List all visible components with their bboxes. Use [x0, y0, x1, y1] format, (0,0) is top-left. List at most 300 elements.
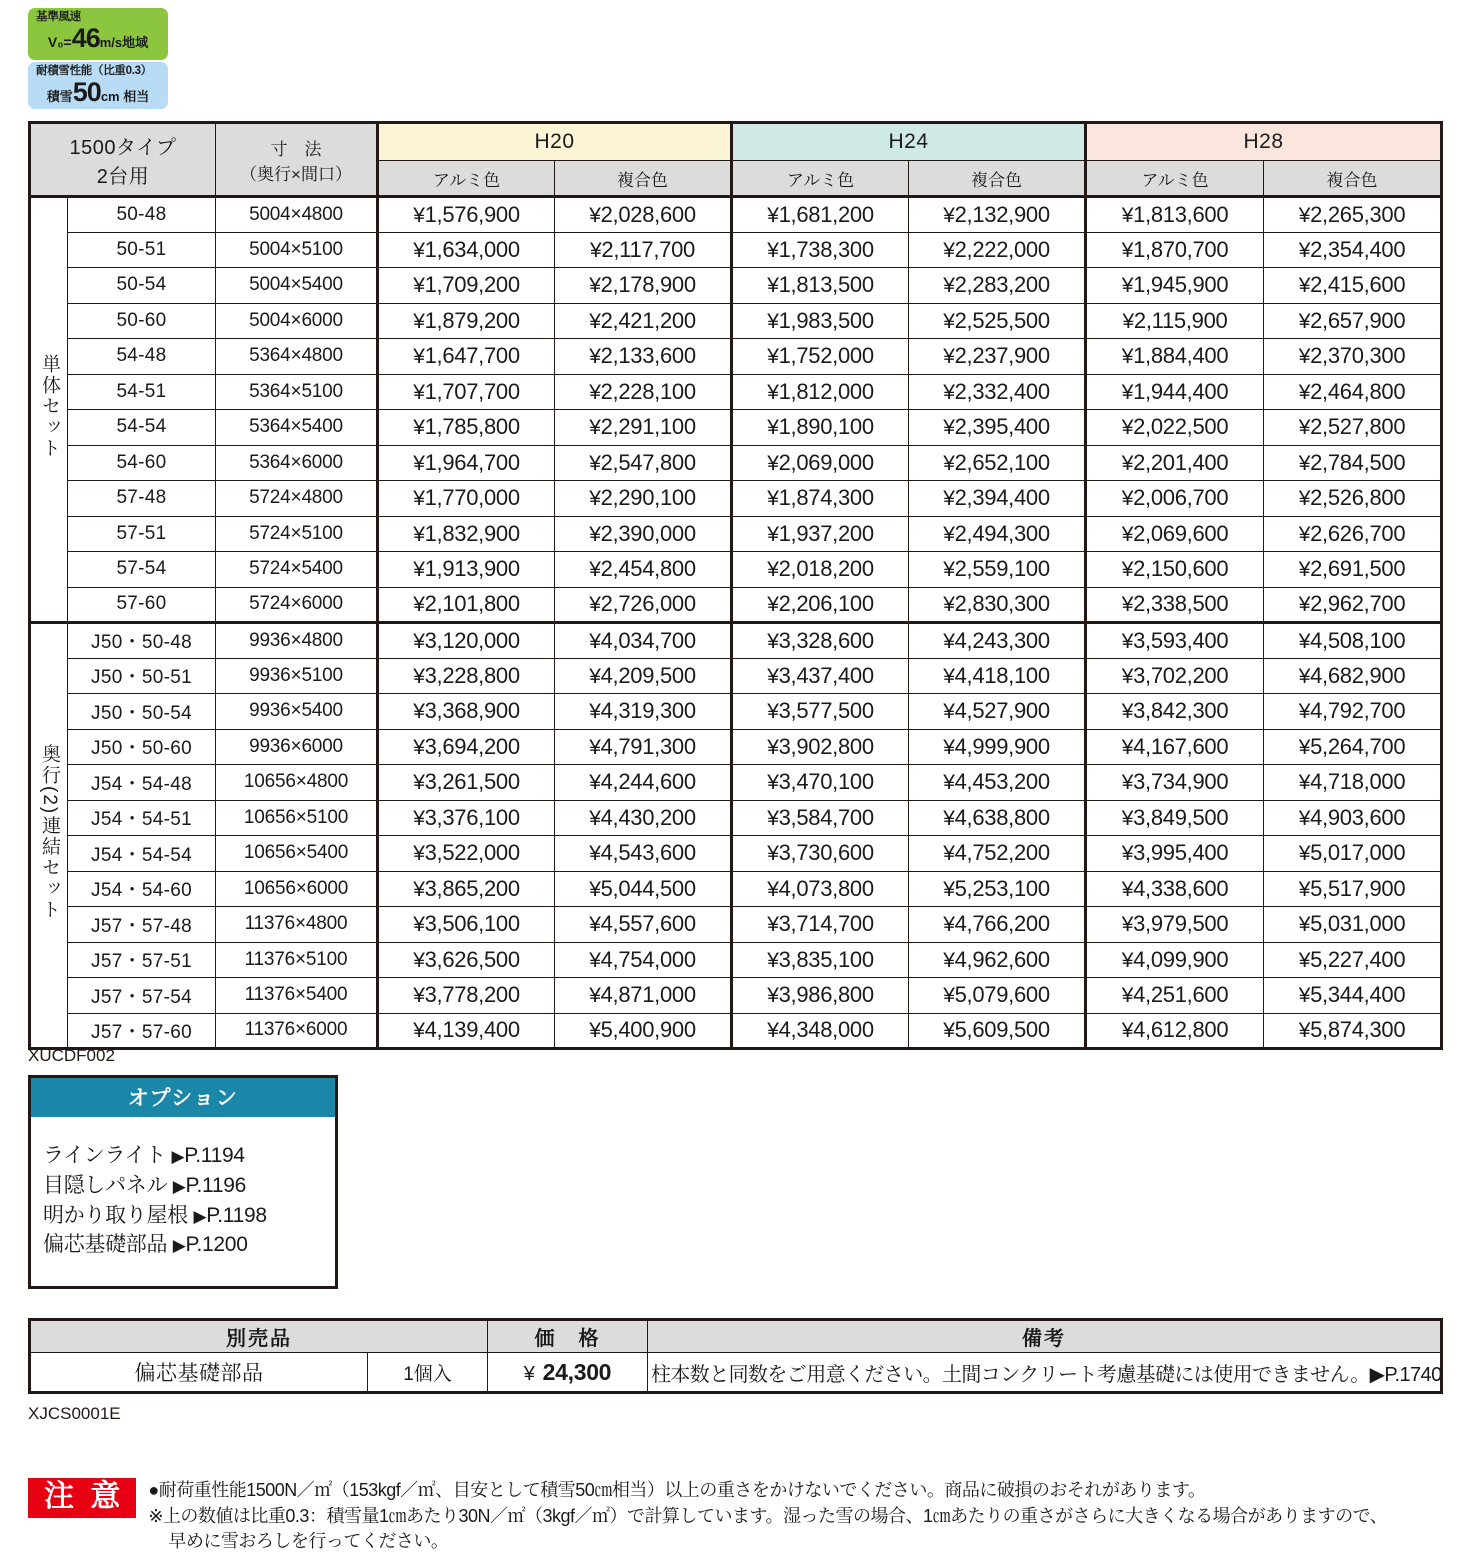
- price-value: 3,626,500: [424, 946, 520, 972]
- yen-symbol: ¥: [1121, 487, 1134, 511]
- price-value: 1,681,200: [778, 201, 874, 227]
- yen-symbol: ¥: [767, 203, 779, 227]
- caution-line-3: 早めに雪おろしを行ってください。: [168, 1531, 449, 1552]
- table-row: [30, 623, 1442, 659]
- yen-symbol: ¥: [767, 806, 779, 830]
- accessory-header-note: 備考: [648, 1320, 1442, 1353]
- yen-symbol: ¥: [767, 380, 779, 404]
- price-value: 4,099,900: [1133, 946, 1229, 972]
- price-cell: [909, 978, 1086, 1014]
- price-value: 2,222,000: [954, 236, 1050, 262]
- yen-symbol: ¥: [1121, 522, 1134, 546]
- price-value: 5,031,000: [1310, 911, 1406, 937]
- option-item-page: P.1200: [185, 1233, 248, 1257]
- yen-symbol: ¥: [589, 558, 601, 582]
- price-value: 2,395,400: [954, 414, 1050, 440]
- row-model-code: 54-51: [68, 374, 216, 410]
- price-value: 2,201,400: [1133, 449, 1229, 475]
- options-box: [28, 1075, 338, 1289]
- row-model-code: J57・57-54: [68, 978, 216, 1014]
- yen-symbol: ¥: [1121, 380, 1134, 404]
- price-cell: [909, 339, 1086, 375]
- price-cell: [1086, 445, 1264, 481]
- yen-symbol: ¥: [589, 274, 601, 298]
- dimension-header-line1: 寸 法: [270, 139, 322, 159]
- yen-symbol: ¥: [590, 238, 602, 262]
- price-cell: [1264, 765, 1442, 801]
- price-value: 4,034,700: [600, 627, 696, 653]
- row-model-code: 57-48: [68, 481, 216, 517]
- yen-symbol: ¥: [767, 309, 779, 333]
- yen-symbol: ¥: [767, 274, 779, 298]
- price-value: 4,073,800: [778, 875, 874, 901]
- yen-symbol: ¥: [589, 948, 601, 972]
- price-cell: [732, 623, 909, 659]
- yen-symbol: ¥: [589, 309, 601, 333]
- table-row: [30, 445, 1442, 481]
- price-value: 1,738,300: [778, 236, 874, 262]
- price-value: 1,890,100: [778, 414, 874, 440]
- yen-symbol: ¥: [943, 771, 955, 795]
- yen-symbol: ¥: [1298, 842, 1311, 866]
- yen-symbol: ¥: [1298, 771, 1311, 795]
- price-cell: [1086, 374, 1264, 410]
- price-cell: [1264, 303, 1442, 339]
- option-item-2[interactable]: [43, 1171, 335, 1201]
- price-value: 2,626,700: [1310, 520, 1406, 546]
- price-cell: [732, 374, 909, 410]
- yen-symbol: ¥: [589, 771, 601, 795]
- accessory-table: [28, 1318, 1443, 1394]
- price-cell: [1086, 907, 1264, 943]
- price-cell: [1264, 516, 1442, 552]
- yen-symbol: ¥: [589, 664, 601, 688]
- price-cell: [378, 587, 555, 623]
- price-cell: [909, 232, 1086, 268]
- dimension-header-line2: （奥行×間口）: [240, 164, 352, 184]
- price-value: 2,028,600: [600, 201, 696, 227]
- yen-symbol: ¥: [413, 948, 425, 972]
- yen-symbol: ¥: [1122, 309, 1134, 333]
- price-value: 2,421,200: [600, 307, 696, 333]
- price-value: 4,167,600: [1133, 733, 1229, 759]
- price-cell: [378, 374, 555, 410]
- row-model-code: J54・54-60: [68, 871, 216, 907]
- price-cell: [909, 552, 1086, 588]
- price-value: 4,962,600: [954, 946, 1050, 972]
- price-value: 1,813,500: [778, 272, 874, 298]
- table-row: [30, 232, 1442, 268]
- yen-symbol: ¥: [589, 203, 601, 227]
- price-value: 2,018,200: [778, 556, 874, 582]
- caution-line-1: ●耐荷重性能1500N／㎡（153kgf／㎡、目安として積雪50㎝相当）以上の重さをかけないでください。商品に破損のおそれがあります。: [148, 1480, 1206, 1500]
- price-value: 1,812,000: [778, 378, 874, 404]
- price-cell: [732, 410, 909, 446]
- price-value: 1,770,000: [424, 485, 520, 511]
- yen-symbol: ¥: [767, 522, 779, 546]
- price-cell: [378, 339, 555, 375]
- price-cell: [909, 623, 1086, 659]
- price-cell: [1086, 232, 1264, 268]
- price-value: 2,237,900: [954, 343, 1050, 369]
- accessory-header-name: 別売品: [30, 1320, 488, 1353]
- price-cell: [555, 942, 732, 978]
- price-cell: [909, 516, 1086, 552]
- price-cell: [1086, 587, 1264, 623]
- yen-symbol: ¥: [413, 735, 425, 759]
- price-cell: [555, 303, 732, 339]
- price-value: 3,842,300: [1133, 698, 1229, 724]
- yen-symbol: ¥: [943, 877, 955, 901]
- price-cell: [732, 197, 909, 233]
- table-row: [30, 339, 1442, 375]
- option-item-label: 偏芯基礎部品: [43, 1233, 173, 1257]
- yen-symbol: ¥: [1298, 664, 1311, 688]
- price-value: 5,344,400: [1310, 982, 1406, 1008]
- price-value: 3,734,900: [1133, 769, 1229, 795]
- table-row: [30, 374, 1442, 410]
- price-cell: [555, 871, 732, 907]
- spec-badges: [28, 8, 168, 109]
- yen-symbol: ¥: [589, 700, 601, 724]
- price-cell: [1086, 623, 1264, 659]
- price-value: 4,903,600: [1310, 804, 1406, 830]
- price-cell: [1264, 445, 1442, 481]
- option-item-4[interactable]: [43, 1230, 335, 1260]
- group-header-h28: H28: [1086, 123, 1442, 161]
- price-cell: [1264, 481, 1442, 517]
- subheader-h20-fukugo: 複合色: [555, 161, 732, 197]
- price-value: 5,874,300: [1310, 1017, 1406, 1043]
- price-cell: [732, 481, 909, 517]
- price-cell: [1264, 374, 1442, 410]
- price-value: 5,017,000: [1310, 840, 1406, 866]
- table-row: [30, 978, 1442, 1014]
- yen-symbol: ¥: [943, 416, 955, 440]
- wind-speed-number: 46: [71, 22, 100, 53]
- price-value: 2,069,600: [1133, 520, 1229, 546]
- yen-symbol: ¥: [413, 806, 425, 830]
- price-value: 1,785,800: [424, 414, 520, 440]
- yen-symbol: ¥: [413, 522, 425, 546]
- arrow-icon: ▶: [193, 1206, 207, 1226]
- yen-symbol: ¥: [943, 380, 955, 404]
- price-cell: [909, 907, 1086, 943]
- yen-symbol: ¥: [413, 274, 425, 298]
- price-cell: [555, 765, 732, 801]
- price-value: 4,792,700: [1310, 698, 1406, 724]
- table-row: [30, 587, 1442, 623]
- yen-symbol: ¥: [1121, 664, 1134, 688]
- accessory-yen-symbol: ¥: [523, 1362, 535, 1385]
- price-value: 2,394,400: [954, 485, 1050, 511]
- price-cell: [1264, 587, 1442, 623]
- yen-symbol: ¥: [413, 238, 425, 262]
- row-model-code: J50・50-48: [68, 623, 216, 659]
- arrow-icon: ▶: [172, 1176, 186, 1196]
- price-cell: [1264, 658, 1442, 694]
- price-cell: [1264, 410, 1442, 446]
- price-cell: [1086, 978, 1264, 1014]
- price-value: 3,437,400: [778, 662, 874, 688]
- yen-symbol: ¥: [1121, 238, 1134, 262]
- price-value: 1,937,200: [778, 520, 874, 546]
- price-value: 4,209,500: [600, 662, 696, 688]
- yen-symbol: ¥: [1298, 487, 1311, 511]
- price-cell: [909, 374, 1086, 410]
- price-value: 2,415,600: [1310, 272, 1406, 298]
- price-cell: [555, 481, 732, 517]
- price-cell: [732, 268, 909, 304]
- section-label-text: 単体セット: [38, 354, 60, 459]
- price-cell: [732, 978, 909, 1014]
- yen-symbol: ¥: [1298, 522, 1311, 546]
- yen-symbol: ¥: [413, 345, 425, 369]
- price-cell: [1086, 268, 1264, 304]
- yen-symbol: ¥: [1121, 416, 1134, 440]
- yen-symbol: ¥: [1298, 558, 1311, 582]
- price-cell: [1264, 268, 1442, 304]
- yen-symbol: ¥: [413, 487, 425, 511]
- price-cell: [378, 232, 555, 268]
- row-dimensions: 10656×6000: [216, 871, 378, 907]
- price-cell: [378, 836, 555, 872]
- yen-symbol: ¥: [413, 593, 425, 617]
- price-value: 1,879,200: [424, 307, 520, 333]
- price-cell: [732, 552, 909, 588]
- price-cell: [732, 445, 909, 481]
- price-cell: [1086, 516, 1264, 552]
- price-value: 1,647,700: [424, 343, 520, 369]
- group-header-h24: H24: [732, 123, 1086, 161]
- price-value: 3,694,200: [424, 733, 520, 759]
- yen-symbol: ¥: [1298, 913, 1311, 937]
- yen-symbol: ¥: [1121, 913, 1134, 937]
- price-value: 2,290,100: [600, 485, 696, 511]
- price-cell: [555, 374, 732, 410]
- yen-symbol: ¥: [413, 203, 425, 227]
- price-cell: [1086, 303, 1264, 339]
- yen-symbol: ¥: [767, 487, 779, 511]
- table-row: [30, 303, 1442, 339]
- price-cell: [555, 729, 732, 765]
- subheader-h24-fukugo: 複合色: [909, 161, 1086, 197]
- price-cell: [378, 303, 555, 339]
- row-dimensions: 5724×6000: [216, 587, 378, 623]
- yen-symbol: ¥: [767, 451, 779, 475]
- price-cell: [732, 1013, 909, 1049]
- snow-load-caption: 耐積雪性能（比重0.3）: [36, 65, 152, 77]
- yen-symbol: ¥: [943, 558, 955, 582]
- price-value: 1,884,400: [1133, 343, 1229, 369]
- price-value: 3,368,900: [424, 698, 520, 724]
- price-value: 4,251,600: [1133, 982, 1229, 1008]
- price-cell: [1264, 232, 1442, 268]
- price-cell: [555, 800, 732, 836]
- price-cell: [909, 800, 1086, 836]
- yen-symbol: ¥: [589, 451, 601, 475]
- wind-speed-caption: 基準風速: [36, 11, 81, 23]
- price-value: 5,253,100: [954, 875, 1050, 901]
- yen-symbol: ¥: [943, 664, 955, 688]
- row-dimensions: 10656×4800: [216, 765, 378, 801]
- yen-symbol: ¥: [589, 522, 601, 546]
- table-row: [30, 481, 1442, 517]
- price-value: 2,370,300: [1310, 343, 1406, 369]
- price-value: 2,691,500: [1310, 556, 1406, 582]
- option-item-page: P.1194: [184, 1144, 245, 1167]
- accessory-header-row: [30, 1320, 1442, 1353]
- yen-symbol: ¥: [767, 238, 779, 262]
- price-value: 2,022,500: [1133, 414, 1229, 440]
- snow-load-suffix: cm 相当: [100, 88, 150, 104]
- price-cell: [1264, 197, 1442, 233]
- yen-symbol: ¥: [1298, 629, 1311, 653]
- price-value: 5,227,400: [1310, 946, 1406, 972]
- price-cell: [909, 197, 1086, 233]
- price-value: 2,526,800: [1310, 485, 1406, 511]
- yen-symbol: ¥: [767, 913, 779, 937]
- yen-symbol: ¥: [1298, 203, 1311, 227]
- row-dimensions: 5364×5100: [216, 374, 378, 410]
- row-dimensions: 9936×4800: [216, 623, 378, 659]
- price-value: 5,079,600: [954, 982, 1050, 1008]
- yen-symbol: ¥: [943, 1019, 955, 1043]
- price-cell: [378, 694, 555, 730]
- yen-symbol: ¥: [767, 629, 779, 653]
- price-value: 2,206,100: [778, 591, 874, 617]
- row-model-code: 54-48: [68, 339, 216, 375]
- price-value: 4,453,200: [954, 769, 1050, 795]
- option-item-3[interactable]: [43, 1201, 335, 1231]
- yen-symbol: ¥: [1298, 948, 1311, 972]
- yen-symbol: ¥: [589, 380, 601, 404]
- yen-symbol: ¥: [1298, 238, 1311, 262]
- price-value: 3,865,200: [424, 875, 520, 901]
- price-value: 2,101,800: [424, 591, 520, 617]
- arrow-icon: ▶: [172, 1236, 186, 1256]
- price-cell: [1264, 978, 1442, 1014]
- accessory-table-product-code: XJCS0001E: [28, 1404, 121, 1423]
- yen-symbol: ¥: [943, 274, 955, 298]
- yen-symbol: ¥: [1121, 558, 1134, 582]
- price-value: 1,634,000: [424, 236, 520, 262]
- price-value: 3,228,800: [424, 662, 520, 688]
- wind-speed-badge: [28, 8, 168, 60]
- price-cell: [732, 765, 909, 801]
- price-value: 4,871,000: [600, 982, 696, 1008]
- price-cell: [909, 410, 1086, 446]
- accessory-header-price: 価 格: [488, 1320, 648, 1353]
- row-dimensions: 5364×6000: [216, 445, 378, 481]
- caution-line-2: ※上の数値は比重0.3：積雪量1㎝あたり30N／㎡（3kgf／㎡）で計算しています。湿った雪の場合、1㎝あたりの重さがさらに大きくなる場合がありますので、: [148, 1505, 1388, 1526]
- price-cell: [555, 658, 732, 694]
- section-label-2: [30, 623, 68, 1049]
- accessory-data-row: [30, 1353, 1442, 1393]
- price-cell: [378, 1013, 555, 1049]
- price-cell: [378, 268, 555, 304]
- yen-symbol: ¥: [943, 948, 955, 972]
- price-cell: [1086, 729, 1264, 765]
- price-value: 3,849,500: [1133, 804, 1229, 830]
- price-cell: [1264, 800, 1442, 836]
- yen-symbol: ¥: [1121, 806, 1134, 830]
- price-value: 3,986,800: [778, 982, 874, 1008]
- yen-symbol: ¥: [943, 451, 955, 475]
- yen-symbol: ¥: [589, 842, 601, 866]
- yen-symbol: ¥: [943, 345, 955, 369]
- option-item-1[interactable]: [43, 1141, 335, 1171]
- row-model-code: 50-54: [68, 268, 216, 304]
- price-cell: [378, 410, 555, 446]
- yen-symbol: ¥: [413, 842, 425, 866]
- price-cell: [378, 623, 555, 659]
- price-cell: [909, 729, 1086, 765]
- row-dimensions: 11376×5100: [216, 942, 378, 978]
- yen-symbol: ¥: [943, 700, 955, 724]
- row-dimensions: 10656×5400: [216, 836, 378, 872]
- price-value: 4,319,300: [600, 698, 696, 724]
- row-model-code: 54-54: [68, 410, 216, 446]
- table-row: [30, 516, 1442, 552]
- yen-symbol: ¥: [1298, 309, 1311, 333]
- price-cell: [555, 268, 732, 304]
- yen-symbol: ¥: [1121, 451, 1134, 475]
- yen-symbol: ¥: [767, 771, 779, 795]
- price-value: 2,559,100: [954, 556, 1050, 582]
- yen-symbol: ¥: [1298, 806, 1311, 830]
- price-value: 2,494,300: [954, 520, 1050, 546]
- accessory-price-value: 24,300: [542, 1358, 612, 1385]
- row-dimensions: 9936×5100: [216, 658, 378, 694]
- row-model-code: J54・54-48: [68, 765, 216, 801]
- price-cell: [909, 445, 1086, 481]
- price-cell: [378, 907, 555, 943]
- row-model-code: J57・57-51: [68, 942, 216, 978]
- yen-symbol: ¥: [943, 593, 955, 617]
- row-model-code: 54-60: [68, 445, 216, 481]
- price-value: 4,752,200: [954, 840, 1050, 866]
- yen-symbol: ¥: [1298, 451, 1311, 475]
- price-value: 2,332,400: [954, 378, 1050, 404]
- accessory-table-container: [28, 1318, 1440, 1394]
- price-cell: [378, 800, 555, 836]
- price-value: 4,682,900: [1310, 662, 1406, 688]
- price-cell: [909, 1013, 1086, 1049]
- option-item-page: P.1196: [185, 1173, 247, 1197]
- price-cell: [909, 481, 1086, 517]
- price-value: 1,709,200: [424, 272, 520, 298]
- wind-speed-value: [34, 22, 162, 53]
- price-value: 4,543,600: [600, 840, 696, 866]
- price-value: 3,702,200: [1133, 662, 1229, 688]
- section-label-text: 奥行(2)連結セット: [38, 744, 60, 921]
- row-dimensions: 5004×5400: [216, 268, 378, 304]
- price-value: 2,454,800: [600, 556, 696, 582]
- price-cell: [1264, 729, 1442, 765]
- price-value: 3,376,100: [424, 804, 520, 830]
- price-value: 2,354,400: [1310, 236, 1406, 262]
- price-cell: [732, 516, 909, 552]
- price-value: 3,902,800: [778, 733, 874, 759]
- yen-symbol: ¥: [767, 1019, 779, 1043]
- price-value: 1,983,500: [778, 307, 874, 333]
- row-dimensions: 5724×5400: [216, 552, 378, 588]
- price-value: 1,874,300: [778, 485, 874, 511]
- table-row: [30, 658, 1442, 694]
- yen-symbol: ¥: [1121, 700, 1134, 724]
- price-table: [28, 121, 1443, 1050]
